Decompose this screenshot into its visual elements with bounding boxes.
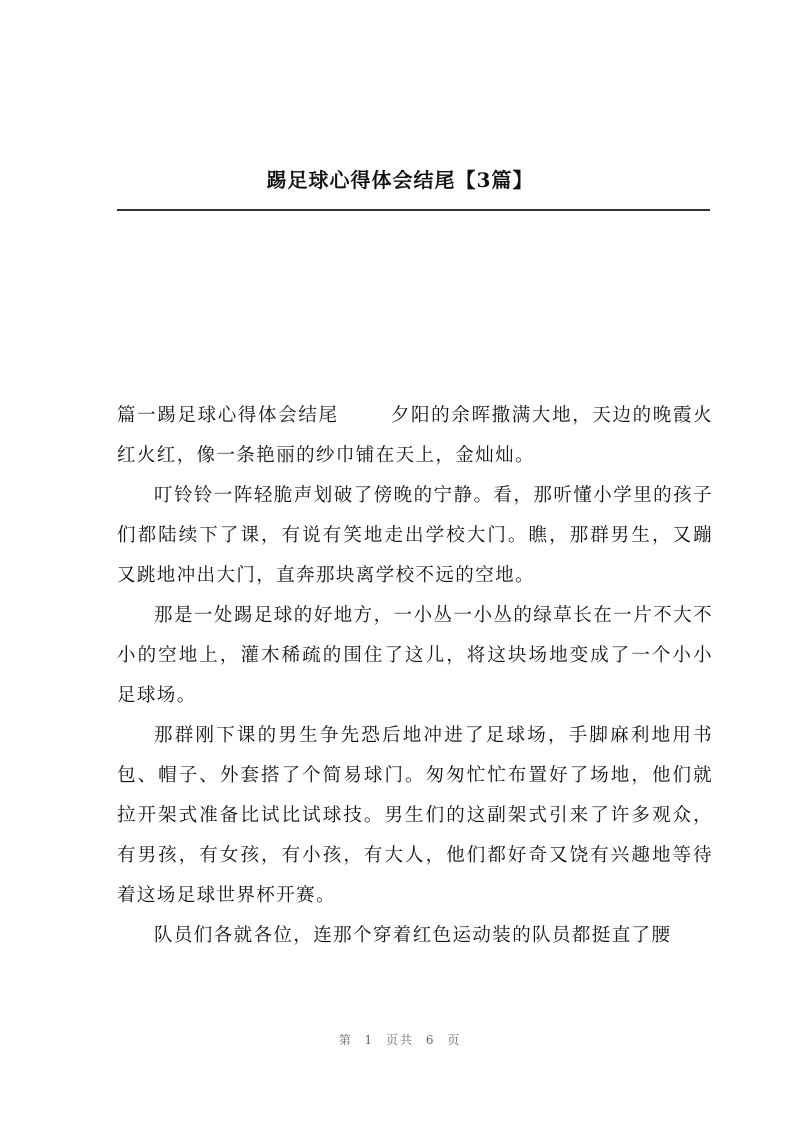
paragraph: 队员们各就各位，连那个穿着红色运动装的队员都挺直了腰 [154,925,672,946]
paragraph: 叮铃铃一阵轻脆声划破了傍晚的宁静。看，那听懂小学里的孩子们都陆续下了课，有说有笑地走出学校大门。瞧，那群男生，又蹦又跳地冲出大门，直奔那块离学校不远的空地。 [117,485,713,586]
paragraph-text: 夕阳的余晖撒满大地，天边的晚霞火红火红，像一条艳丽的纱巾铺在天上，金灿灿。 [117,405,714,466]
chapter-heading: 篇一踢足球心得体会结尾 [117,405,339,426]
paragraph: 那是一处踢足球的好地方，一小丛一小丛的绿草长在一片不大不小的空地上，灌木稀疏的围住了这儿，将这块场地变成了一个小小足球场。 [117,605,713,706]
document-title: 踢足球心得体会结尾【3篇】 [266,168,534,192]
title-underline [117,209,710,211]
page-number-footer: 第 1 页共 6 页 [338,1033,462,1047]
paragraph [117,396,713,476]
paragraph: 那群刚下课的男生争先恐后地冲进了足球场，手脚麻利地用书包、帽子、外套搭了个简易球门。匆匆忙忙布置好了场地，他们就拉开架式准备比试比试球技。男生们的这副架式引来了许多观众，有男孩，有女孩，有小孩，有大人，他们都好奇又饶有兴趣地等待着这场足球世界杯开赛。 [117,725,713,906]
document-body [117,396,713,956]
